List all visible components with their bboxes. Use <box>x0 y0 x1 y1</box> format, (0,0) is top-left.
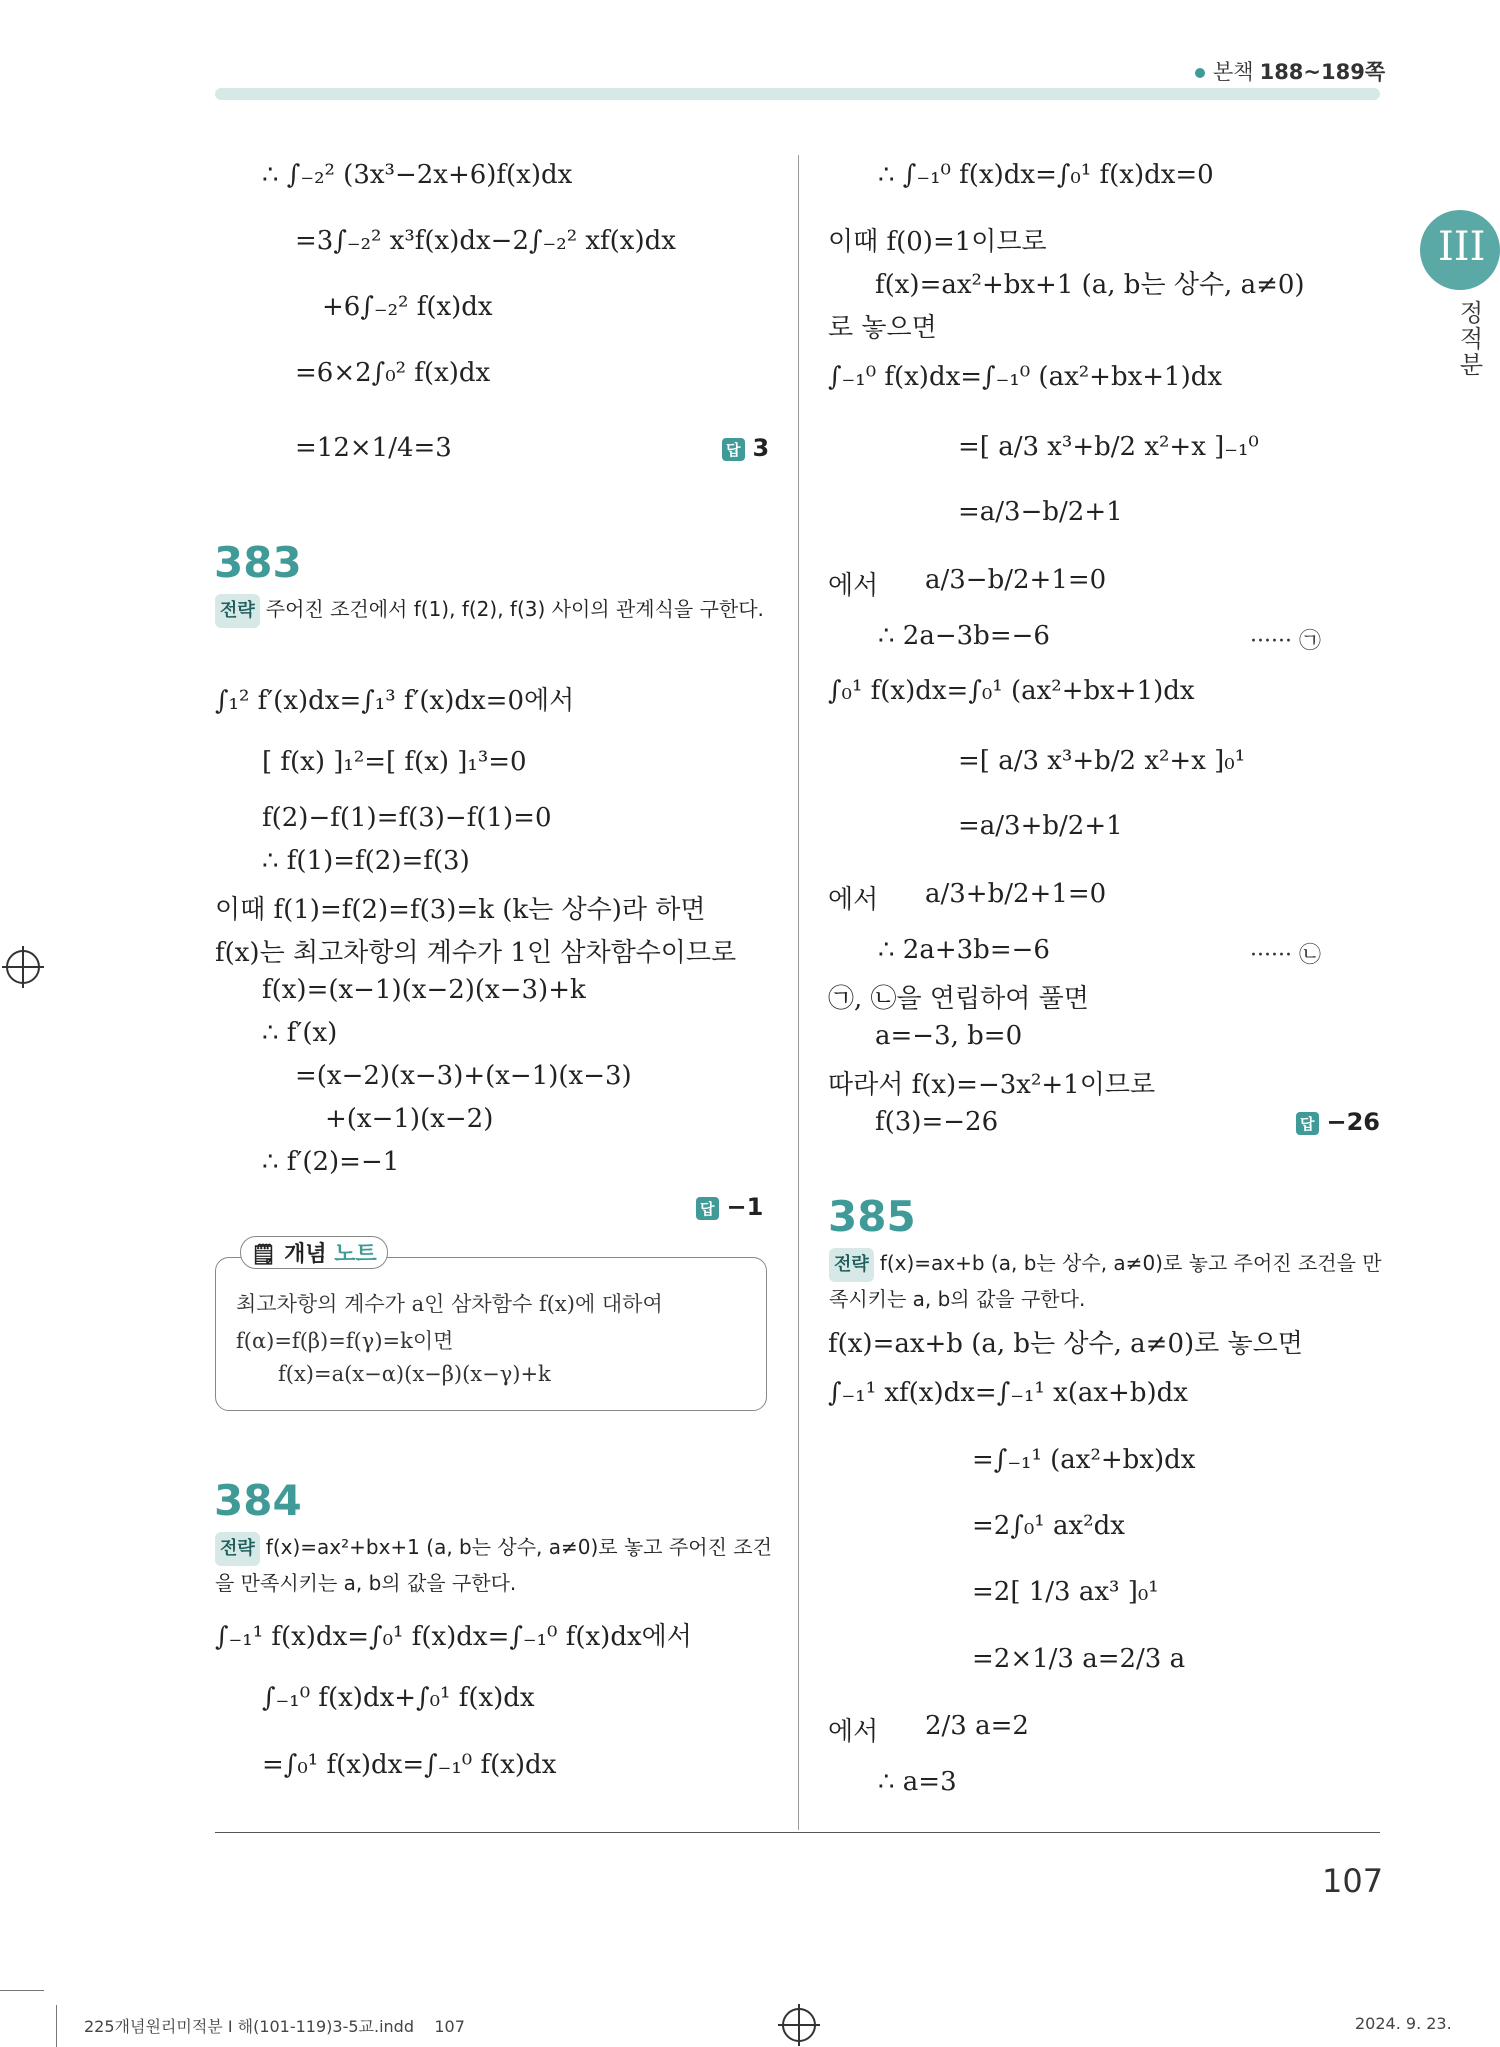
math-line: f(x)=ax+b (a, b는 상수, a≠0)로 놓으면 <box>828 1329 1303 1359</box>
math-line: ∴ 2a−3b=−6 <box>878 621 1050 651</box>
math-line: =2∫₀¹ ax²dx <box>972 1511 1125 1541</box>
header-pages: 188~189쪽 <box>1259 60 1386 84</box>
strategy-tag: 전략 <box>215 594 260 628</box>
math-line: 에서 <box>828 1717 879 1747</box>
math-line: 로 놓으면 <box>828 313 937 343</box>
math-line: ∫₀¹ f(x)dx=∫₀¹ (ax²+bx+1)dx <box>828 676 1195 706</box>
math-line: =∫₋₁¹ (ax²+bx)dx <box>972 1445 1196 1475</box>
equation-mark: ······ ㉠ <box>1250 629 1321 654</box>
answer-value: −1 <box>726 1193 764 1221</box>
equation-mark: ······ ㉡ <box>1250 943 1321 968</box>
problem-number: 385 <box>828 1192 916 1241</box>
answer-tag: 답 <box>722 438 745 461</box>
math-line: ∴ ∫₋₂² (3x³−2x+6)f(x)dx <box>262 160 573 190</box>
math-line: [ f(x) ]₁²=[ f(x) ]₁³=0 <box>262 747 527 777</box>
math-line: ∴ 2a+3b=−6 <box>878 935 1050 965</box>
math-line: ∴ f(1)=f(2)=f(3) <box>262 846 470 876</box>
math-line: =[ a/3 x³+b/2 x²+x ]₋₁⁰ <box>958 432 1259 462</box>
math-line: =6×2∫₀² f(x)dx <box>295 358 491 388</box>
registration-mark-icon <box>6 950 40 984</box>
math-line: a/3−b/2+1=0 <box>925 565 1107 595</box>
column-divider <box>798 155 799 1830</box>
math-line: 에서 <box>828 885 879 915</box>
answer-value: 3 <box>752 434 770 462</box>
answer-badge <box>722 434 769 462</box>
math-line: ∫₋₁¹ xf(x)dx=∫₋₁¹ x(ax+b)dx <box>828 1378 1188 1408</box>
strategy-body: f(x)=ax²+bx+1 (a, b는 상수, a≠0)로 놓고 주어진 조건을 만족시키는 a, b의 값을 구한다. <box>215 1535 772 1595</box>
strategy-text <box>215 592 775 628</box>
math-line: a=−3, b=0 <box>875 1021 1023 1051</box>
strategy-text <box>829 1246 1384 1316</box>
math-line: =2×1/3 a=2/3 a <box>972 1644 1186 1674</box>
math-line: 2/3 a=2 <box>925 1711 1029 1741</box>
header-bar <box>215 88 1380 100</box>
note-title-b: 노트 <box>334 1242 377 1267</box>
math-line: ∴ a=3 <box>878 1767 957 1797</box>
page-number: 107 <box>1322 1862 1384 1900</box>
math-line: 이때 f(1)=f(2)=f(3)=k (k는 상수)라 하면 <box>215 895 706 925</box>
chapter-title: 정적분 <box>1455 300 1483 378</box>
notepad-icon: 🗒 <box>251 1242 277 1266</box>
problem-number: 383 <box>214 538 302 587</box>
problem-number: 384 <box>214 1476 302 1525</box>
note-line: f(α)=f(β)=f(γ)=k이면 <box>236 1329 454 1353</box>
concept-note-title <box>240 1236 388 1269</box>
math-line: +6∫₋₂² f(x)dx <box>322 292 493 322</box>
answer-value: −26 <box>1326 1108 1381 1136</box>
answer-badge <box>1296 1108 1380 1136</box>
math-line: =a/3+b/2+1 <box>958 811 1123 841</box>
chapter-numeral: III <box>1438 224 1486 270</box>
math-line: ∴ f′(2)=−1 <box>262 1147 400 1177</box>
footer-date: 2024. 9. 23. <box>1355 2014 1452 2033</box>
math-line: f(x)=ax²+bx+1 (a, b는 상수, a≠0) <box>875 270 1305 300</box>
strategy-body: 주어진 조건에서 f(1), f(2), f(3) 사이의 관계식을 구한다. <box>265 597 764 621</box>
math-line: =3∫₋₂² x³f(x)dx−2∫₋₂² xf(x)dx <box>295 226 676 256</box>
math-line: =a/3−b/2+1 <box>958 497 1123 527</box>
math-line: =∫₀¹ f(x)dx=∫₋₁⁰ f(x)dx <box>262 1750 557 1780</box>
note-line: f(x)=a(x−α)(x−β)(x−γ)+k <box>278 1362 551 1386</box>
registration-mark-icon <box>782 2008 816 2042</box>
note-title-a: 개념 <box>284 1242 327 1267</box>
math-line: ∫₋₁⁰ f(x)dx+∫₀¹ f(x)dx <box>262 1683 535 1713</box>
math-line: ∫₁² f′(x)dx=∫₁³ f′(x)dx=0에서 <box>215 686 575 716</box>
math-line: 에서 <box>828 571 879 601</box>
math-line: a/3+b/2+1=0 <box>925 879 1107 909</box>
math-line: ∴ ∫₋₁⁰ f(x)dx=∫₀¹ f(x)dx=0 <box>878 160 1214 190</box>
answer-tag: 답 <box>1296 1112 1319 1135</box>
math-line: =[ a/3 x³+b/2 x²+x ]₀¹ <box>958 746 1246 776</box>
crop-mark <box>56 2005 57 2047</box>
math-line: f(2)−f(1)=f(3)−f(1)=0 <box>262 803 552 833</box>
math-line: f(3)=−26 <box>875 1107 999 1137</box>
crop-mark <box>0 1990 44 1991</box>
strategy-text <box>215 1530 775 1600</box>
footer-file-name: 225개념원리미적분 Ⅰ 해(101-119)3-5교.indd <box>84 2017 414 2036</box>
math-line: ㉠, ㉡을 연립하여 풀면 <box>828 984 1089 1014</box>
math-line: ∫₋₁⁰ f(x)dx=∫₋₁⁰ (ax²+bx+1)dx <box>828 362 1223 392</box>
answer-tag: 답 <box>696 1197 719 1220</box>
bottom-rule <box>215 1832 1380 1833</box>
math-line: =(x−2)(x−3)+(x−1)(x−3) <box>295 1061 632 1091</box>
header-page-ref <box>1195 56 1385 86</box>
chapter-tab <box>1420 210 1500 290</box>
math-line: 이때 f(0)=1이므로 <box>828 227 1047 257</box>
math-line: =2[ 1/3 ax³ ]₀¹ <box>972 1577 1159 1607</box>
footer-file <box>84 2014 465 2037</box>
answer-badge <box>696 1193 763 1221</box>
footer-page: 107 <box>434 2017 465 2036</box>
math-line: ∴ f′(x) <box>262 1018 338 1048</box>
math-line: ∫₋₁¹ f(x)dx=∫₀¹ f(x)dx=∫₋₁⁰ f(x)dx에서 <box>215 1622 692 1652</box>
math-line: +(x−1)(x−2) <box>325 1104 494 1134</box>
strategy-tag: 전략 <box>215 1532 260 1566</box>
math-line: =12×1/4=3 <box>295 433 452 463</box>
math-line: 따라서 f(x)=−3x²+1이므로 <box>828 1070 1156 1100</box>
strategy-tag: 전략 <box>829 1248 874 1282</box>
note-line: 최고차항의 계수가 a인 삼차함수 f(x)에 대하여 <box>236 1292 663 1316</box>
bullet-dot-icon <box>1195 68 1205 78</box>
header-label: 본책 <box>1213 60 1254 84</box>
math-line: f(x)는 최고차항의 계수가 1인 삼차함수이므로 <box>215 938 737 968</box>
math-line: f(x)=(x−1)(x−2)(x−3)+k <box>262 975 586 1005</box>
strategy-body: f(x)=ax+b (a, b는 상수, a≠0)로 놓고 주어진 조건을 만족시키는 a, b의 값을 구한다. <box>829 1251 1382 1311</box>
